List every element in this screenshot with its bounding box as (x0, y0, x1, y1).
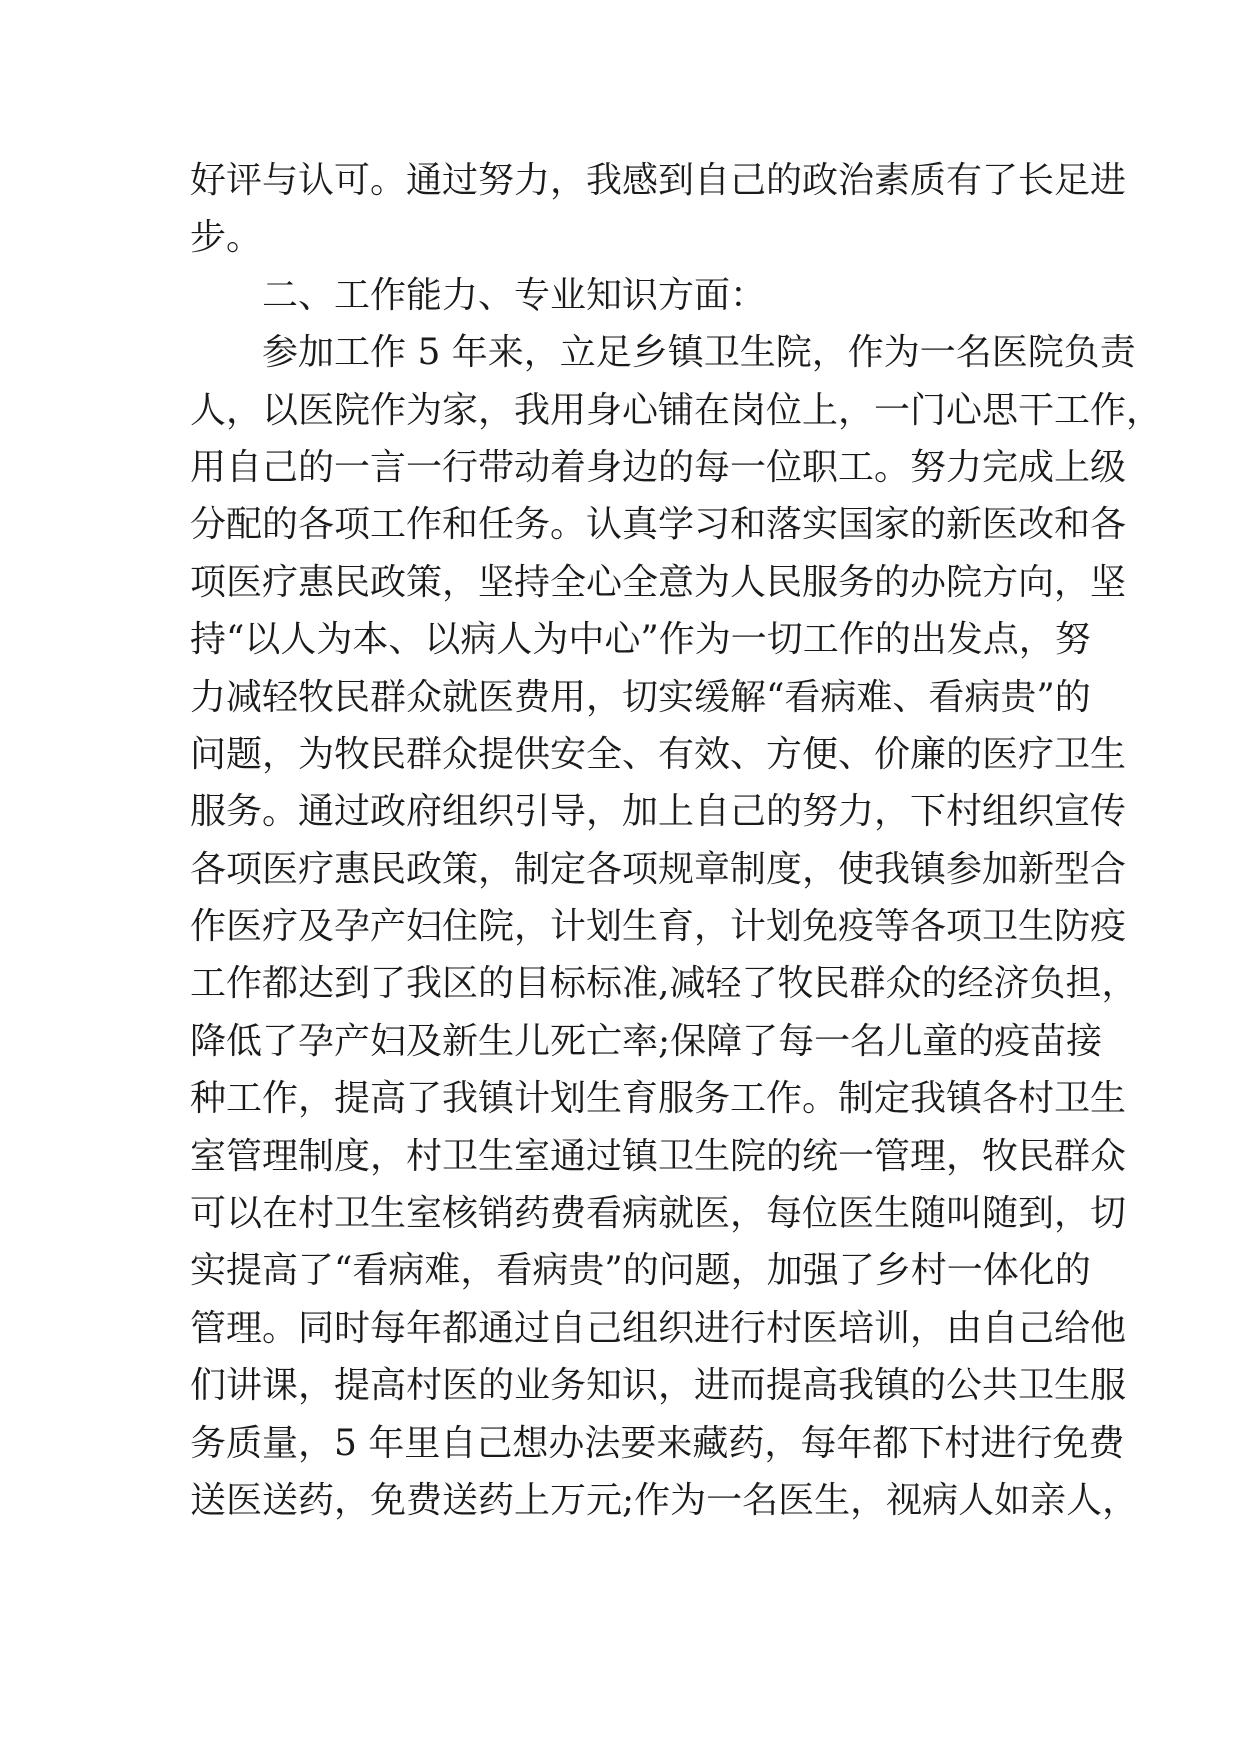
text-line: 实提高了“看病难，看病贵”的问题，加强了乡村一体化的 (190, 1250, 1091, 1292)
text-line: 问题，为牧民群众提供安全、有效、方便、价廉的医疗卫生 (190, 733, 1127, 775)
text-line: 送医送药，免费送药上万元;作为一名医生，视病人如亲人， (190, 1479, 1139, 1521)
text-line: 好评与认可。通过努力，我感到自己的政治素质有了长足进 (190, 160, 1127, 201)
text-line: 可以在村卫生室核销药费看病就医，每位医生随叫随到，切 (190, 1193, 1127, 1235)
text-line: 项医疗惠民政策，坚持全心全意为人民服务的办院方向，坚 (190, 561, 1127, 603)
text-line: 分配的各项工作和任务。认真学习和落实国家的新医改和各 (190, 504, 1127, 546)
text-line: 室管理制度，村卫生室通过镇卫生院的统一管理，牧民群众 (190, 1135, 1127, 1177)
document-body (190, 152, 1163, 1529)
text-line: 各项医疗惠民政策，制定各项规章制度，使我镇参加新型合 (190, 848, 1127, 890)
text-line: 种工作，提高了我镇计划生育服务工作。制定我镇各村卫生 (190, 1078, 1127, 1120)
section-heading: 二、工作能力、专业知识方面： (262, 274, 767, 316)
text-line: 管理。同时每年都通过自己组织进行村医培训，由自己给他 (190, 1307, 1127, 1349)
text-line: 人，以医院作为家，我用身心铺在岗位上，一门心思干工作， (190, 389, 1163, 431)
text-line: 工作都达到了我区的目标标准,减轻了牧民群众的经济负担， (190, 963, 1138, 1005)
text-line: 作医疗及孕产妇住院，计划生育，计划免疫等各项卫生防疫 (190, 906, 1127, 948)
text-line: 力减轻牧民群众就医费用，切实缓解“看病难、看病贵”的 (190, 676, 1091, 718)
text-line: 们讲课，提高村医的业务知识，进而提高我镇的公共卫生服 (190, 1365, 1127, 1407)
text-line: 服务。通过政府组织引导，加上自己的努力，下村组织宣传 (190, 791, 1127, 833)
text-line: 参加工作 5 年来，立足乡镇卫生院，作为一名医院负责 (262, 332, 1136, 374)
text-line: 用自己的一言一行带动着身边的每一位职工。努力完成上级 (190, 446, 1127, 488)
text-line: 持“以人为本、以病人为中心”作为一切工作的出发点，努 (190, 619, 1091, 661)
text-line: 务质量，5 年里自己想办法要来藏药，每年都下村进行免费 (190, 1422, 1125, 1464)
text-line: 降低了孕产妇及新生儿死亡率;保障了每一名儿童的疫苗接 (190, 1020, 1103, 1062)
text-line: 步。 (190, 217, 263, 259)
